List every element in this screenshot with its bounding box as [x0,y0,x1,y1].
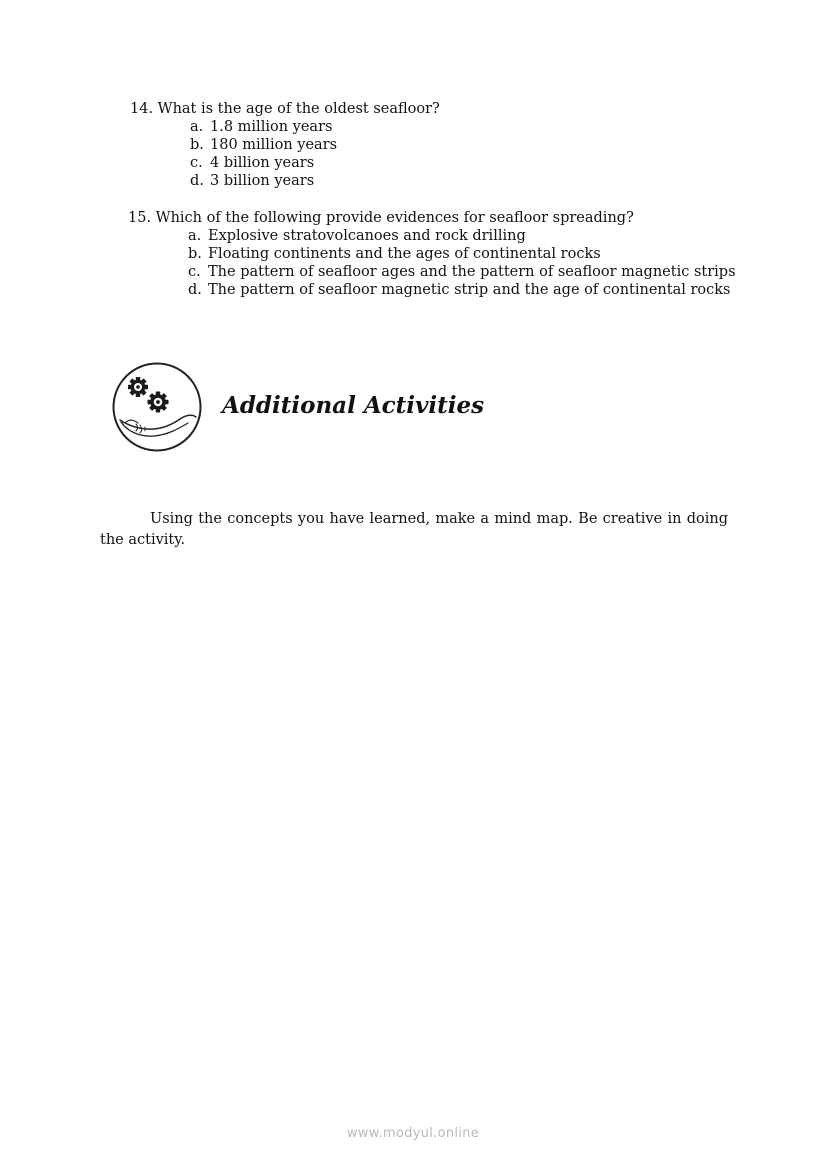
option-text: 3 billion years [210,173,315,189]
option-d [188,281,736,299]
question-14 [130,100,440,190]
option-text: 180 million years [210,137,338,153]
option-a [188,227,736,245]
option-letter: d. [190,173,204,189]
question-text: What is the age of the oldest seafloor? [157,101,440,117]
option-b [188,245,736,263]
option-letter: b. [188,246,202,262]
option-letter: c. [188,264,201,280]
watermark: www.modyul.online [346,1126,480,1141]
option-list [188,227,736,299]
question-text: Which of the following provide evidences for seafloor spreading? [155,210,634,226]
option-c [188,263,736,281]
option-text: Floating continents and the ages of continental rocks [208,246,601,262]
question-15 [128,209,736,299]
option-b [190,136,440,154]
option-text: The pattern of seafloor ages and the pattern of seafloor magnetic strips [208,264,736,280]
option-text: Explosive stratovolcanoes and rock drilling [208,228,526,244]
option-text: The pattern of seafloor magnetic strip and the age of continental rocks [208,282,731,298]
option-d [190,172,440,190]
option-text: 1.8 million years [210,119,333,135]
question-number: 15. [128,210,152,226]
activity-instruction: Using the concepts you have learned, make a mind map. Be creative in doing the activity. [100,510,728,548]
option-c [190,154,440,172]
option-a [190,118,440,136]
question-stem [130,100,440,118]
option-letter: c. [190,155,203,171]
gears-in-hand-icon [112,362,202,452]
question-number: 14. [130,101,154,117]
option-text: 4 billion years [210,155,315,171]
option-letter: d. [188,282,202,298]
option-list [190,118,440,190]
option-letter: a. [188,228,202,244]
option-letter: b. [190,137,204,153]
question-stem [128,209,736,227]
section-title: Additional Activities [222,392,485,419]
option-letter: a. [190,119,204,135]
